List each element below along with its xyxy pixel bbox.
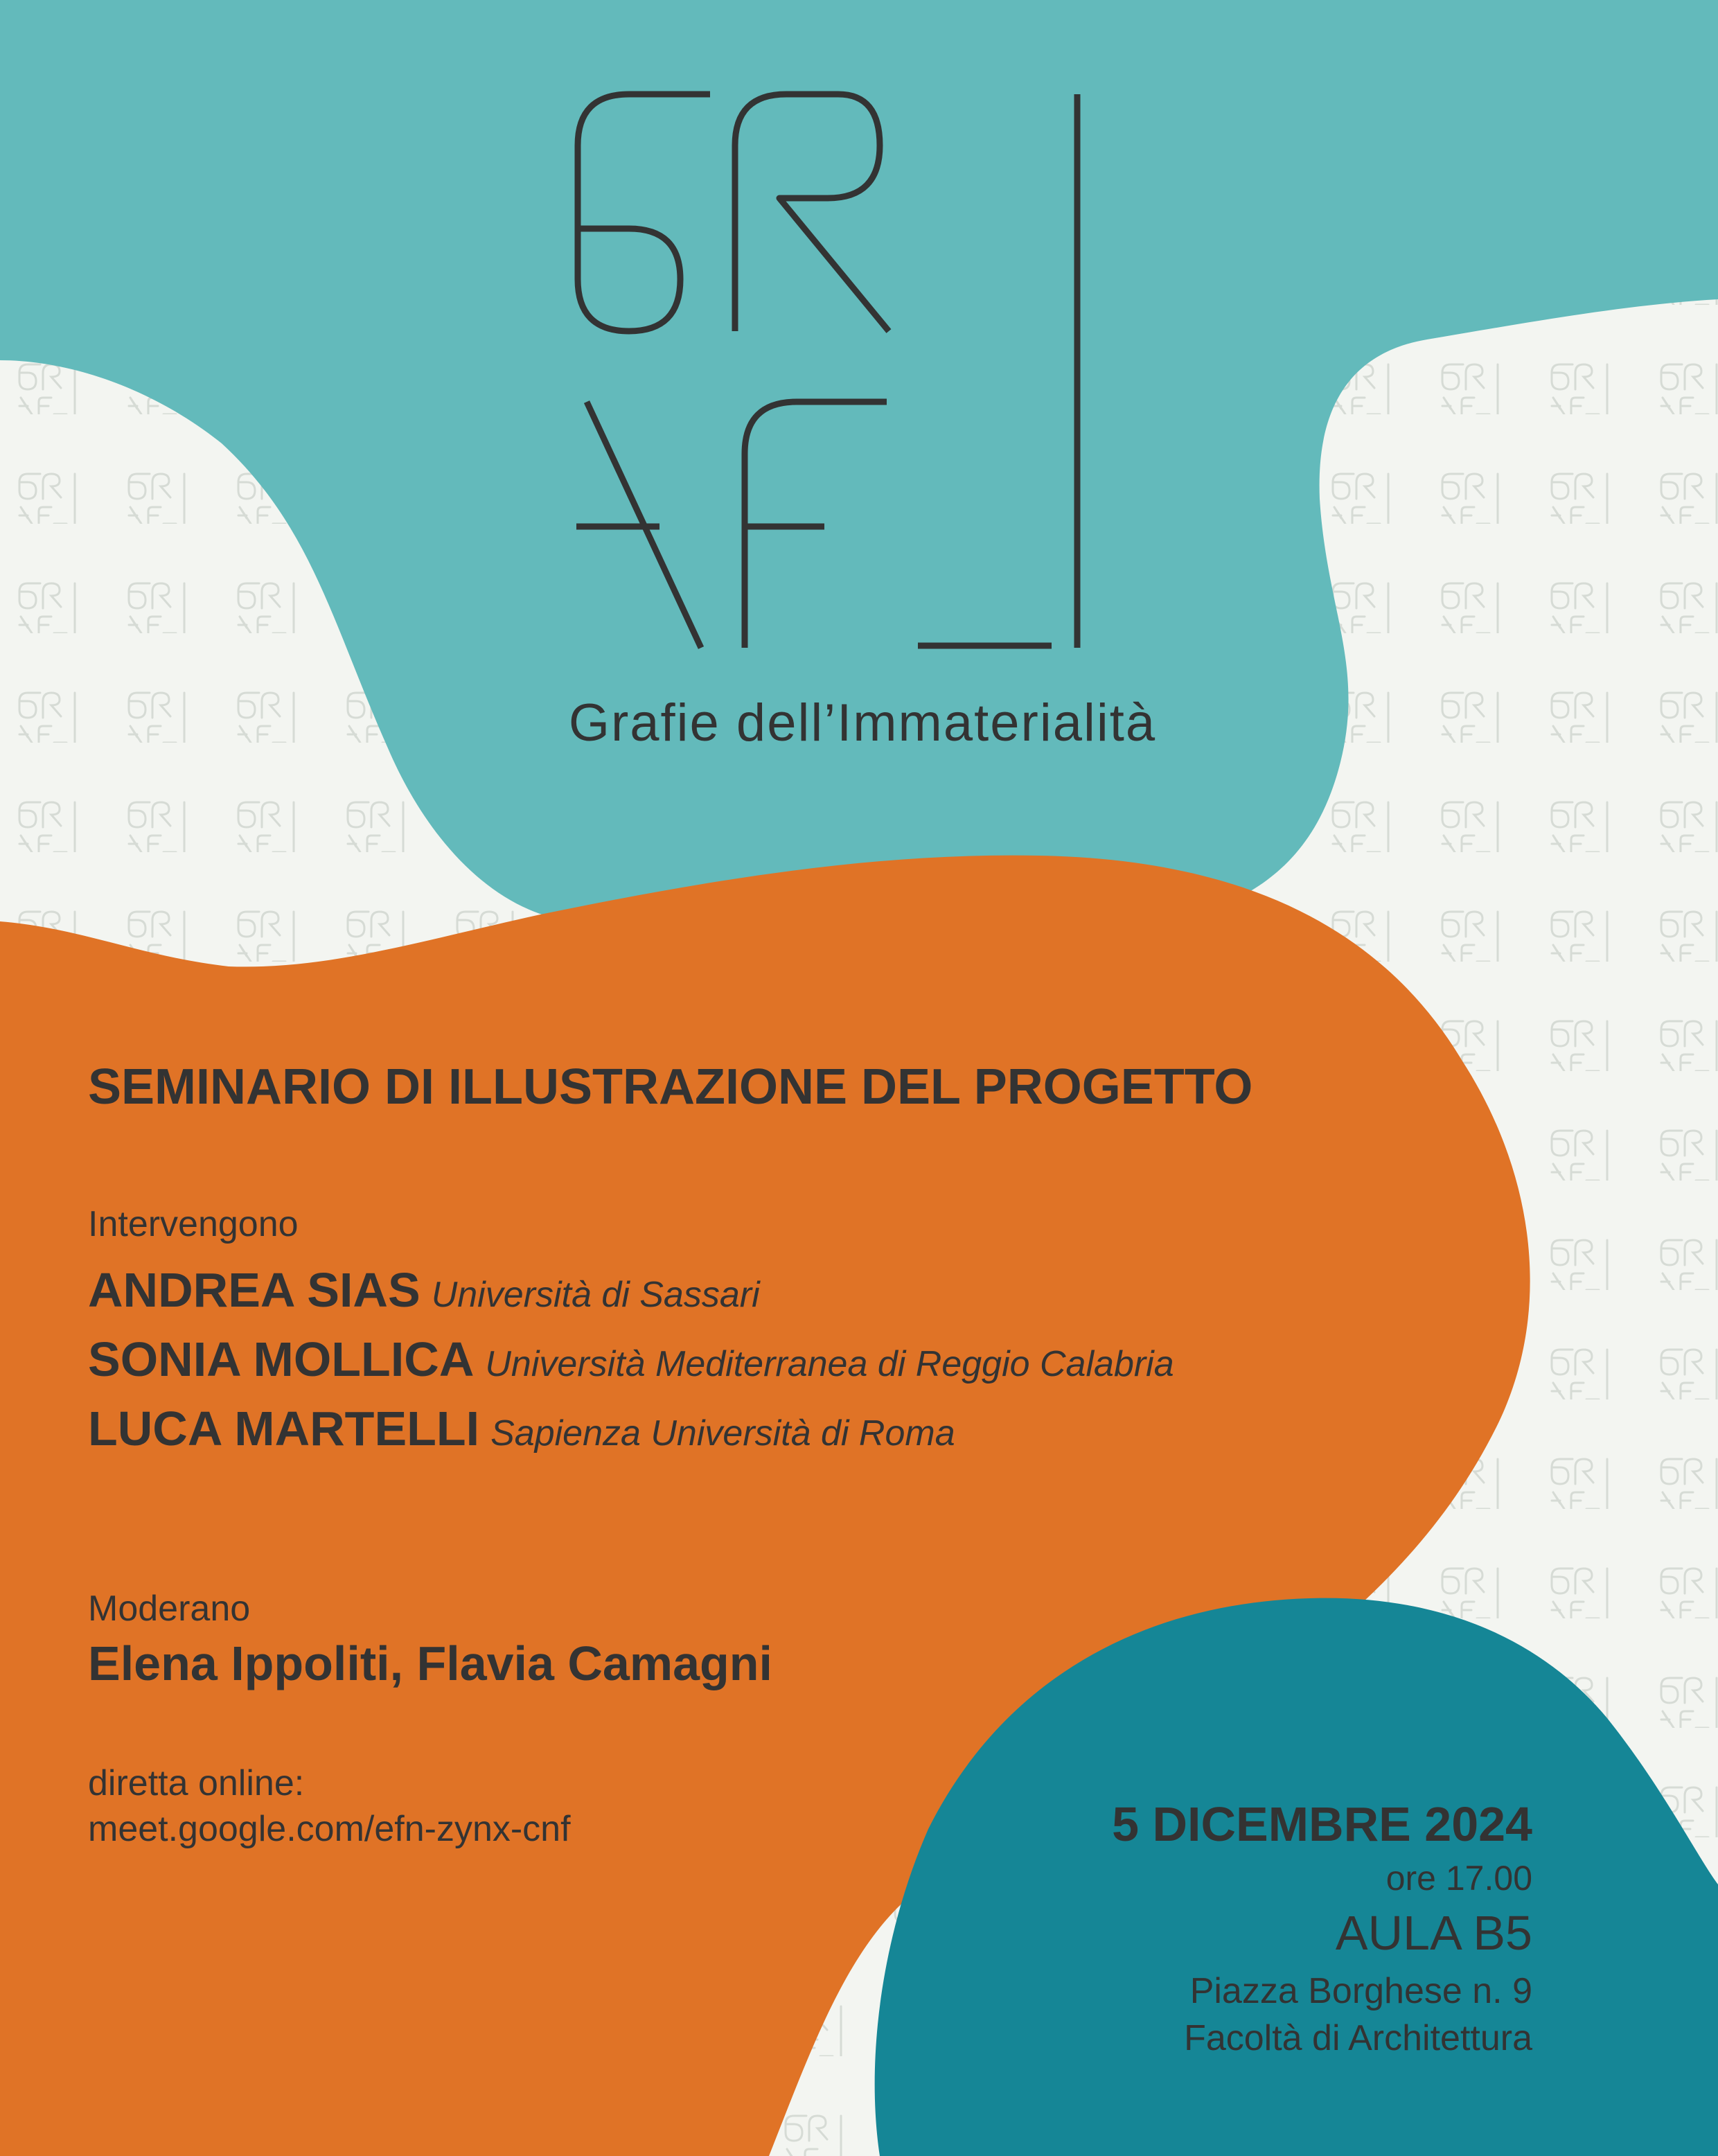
event-time: ore 17.00 — [1385, 1859, 1532, 1898]
speaker-name: ANDREA SIAS — [88, 1263, 420, 1317]
project-subtitle: Grafie dell’Immaterialità — [568, 693, 1157, 752]
event-date: 5 DICEMBRE 2024 — [1112, 1797, 1532, 1851]
speaker-row — [88, 1401, 955, 1456]
speaker-affiliation: Sapienza Università di Roma — [490, 1413, 955, 1453]
seminar-heading: SEMINARIO DI ILLUSTRAZIONE DEL PROGETTO — [88, 1059, 1253, 1115]
speakers-intro: Intervengono — [88, 1204, 299, 1244]
moderators-names: Elena Ippoliti, Flavia Camagni — [88, 1636, 772, 1690]
event-faculty: Facoltà di Architettura — [1184, 2018, 1532, 2058]
speaker-affiliation: Università Mediterranea di Reggio Calabria — [485, 1344, 1174, 1384]
moderators-intro: Moderano — [88, 1589, 251, 1629]
online-meeting-link[interactable]: meet.google.com/efn-zynx-cnf — [88, 1809, 571, 1849]
event-address: Piazza Borghese n. 9 — [1189, 1971, 1532, 2011]
speaker-name: SONIA MOLLICA — [88, 1332, 475, 1386]
event-room: AULA B5 — [1335, 1906, 1532, 1960]
speaker-name: LUCA MARTELLI — [88, 1402, 480, 1456]
online-label: diretta online: — [88, 1763, 305, 1803]
speaker-row — [88, 1262, 760, 1318]
speaker-row — [88, 1332, 1174, 1387]
speaker-affiliation: Università di Sassari — [431, 1275, 760, 1315]
